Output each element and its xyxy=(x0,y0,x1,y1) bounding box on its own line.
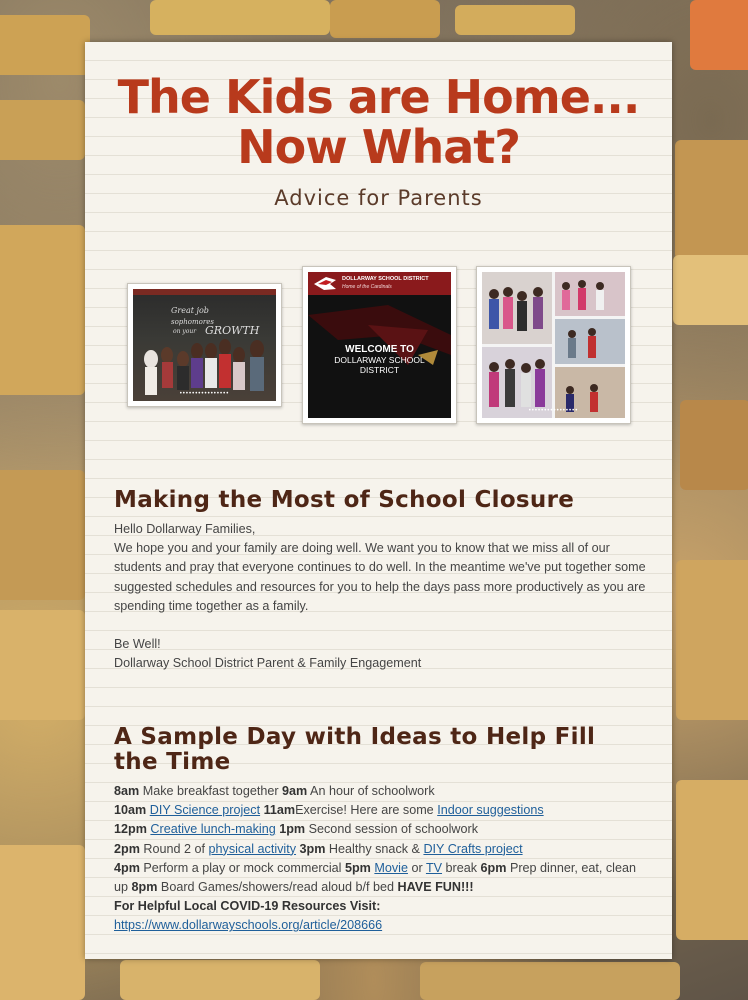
newsletter-card xyxy=(85,42,672,959)
resources-label: For Helpful Local COVID-19 Resources Visit: xyxy=(114,899,381,914)
schedule-line-1: 8am Make breakfast together 9am An hour of schoolwork xyxy=(114,784,435,798)
photo-collage-families[interactable] xyxy=(476,266,631,424)
tv-link[interactable]: TV xyxy=(425,860,443,875)
schedule-line-3: 12pm Creative lunch-making 1pm Second session of schoolwork xyxy=(114,822,479,837)
collage-image xyxy=(482,272,625,418)
schedule-line-2: 10am DIY Science project 11amExercise! Here are some Indoor suggestions xyxy=(114,803,544,818)
photo-district-welcome[interactable] xyxy=(302,266,457,424)
movie-link[interactable]: Movie xyxy=(374,860,408,875)
slideshow-dots: •••••••••••••••• xyxy=(179,391,230,397)
have-fun-text: HAVE FUN!!! xyxy=(397,880,474,895)
closure-greeting: Hello Dollarway Families, xyxy=(114,522,256,536)
closure-signature: Dollarway School District Parent & Family Engagement xyxy=(114,656,422,671)
district-banner-name: DOLLARWAY SCHOOL DISTRICT xyxy=(342,276,429,282)
svg-text:sophomores: sophomores xyxy=(171,318,214,326)
closure-body xyxy=(114,520,646,673)
photo-students-classroom[interactable] xyxy=(127,283,282,407)
schedule-line-4: 2pm Round 2 of physical activity 3pm Healthy snack & DIY Crafts project xyxy=(114,841,523,856)
physical-activity-link[interactable]: physical activity xyxy=(208,841,297,856)
cardinal-logo-icon xyxy=(312,275,338,293)
sample-day-heading: A Sample Day with Ideas to Help Fill the Time xyxy=(114,724,596,775)
svg-text:GROWTH: GROWTH xyxy=(205,324,260,337)
chalk-text: Great job xyxy=(171,306,209,315)
page-subtitle: Advice for Parents xyxy=(274,186,483,210)
welcome-text: WELCOME TO DOLLARWAY SCHOOL DISTRICT xyxy=(334,344,425,375)
diy-crafts-link[interactable]: DIY Crafts project xyxy=(423,841,523,856)
closure-paragraph: We hope you and your family are doing well. We want you to know that we miss all of our students and pray that everyone continues to do well. In the meantime we've put together some suggested schedules and resources for you to help the days pass more productively as you are spending time together as a family. xyxy=(114,541,646,613)
creative-lunch-link[interactable]: Creative lunch-making xyxy=(150,822,276,837)
title-line-1: The Kids are Home... xyxy=(117,70,640,124)
classroom-photo-image xyxy=(133,289,276,401)
district-banner-tagline: Home of the Cardinals xyxy=(342,284,392,290)
page-title xyxy=(85,72,672,172)
covid-resources-link[interactable]: https://www.dollarwayschools.org/article/208666 xyxy=(114,918,383,933)
closure-heading: Making the Most of School Closure xyxy=(114,487,575,513)
title-line-2: Now What? xyxy=(237,120,520,174)
indoor-suggestions-link[interactable]: Indoor suggestions xyxy=(437,803,544,818)
sample-day-schedule xyxy=(114,782,646,936)
slideshow-dots: •••••••••••••••• xyxy=(528,408,579,414)
district-banner xyxy=(308,272,451,295)
diy-science-link[interactable]: DIY Science project xyxy=(149,803,261,818)
schedule-line-5: 4pm Perform a play or mock commercial 5pm Movie or TV break 6pm Prep dinner, eat, clean up 8pm Board Games/showers/read aloud b/f bed HAVE FUN!!! xyxy=(114,860,636,895)
svg-text:on your: on your xyxy=(173,328,197,335)
closure-signoff: Be Well! xyxy=(114,637,161,652)
